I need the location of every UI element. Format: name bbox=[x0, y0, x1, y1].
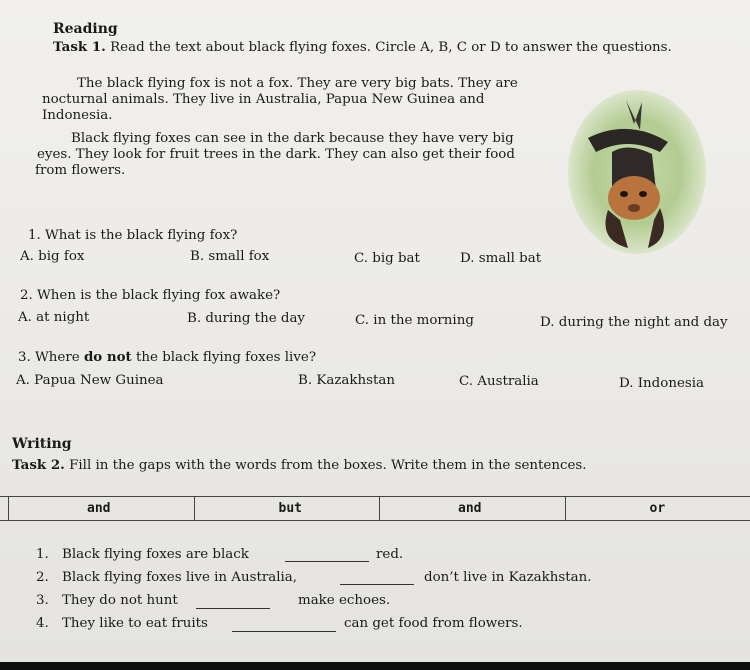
sentence-1-end: red. bbox=[376, 547, 404, 562]
sentence-3-start: They do not hunt bbox=[62, 593, 178, 608]
sentence-1-blank[interactable] bbox=[285, 561, 369, 562]
sentence-4-blank[interactable] bbox=[232, 631, 336, 632]
task2-instruction bbox=[12, 458, 587, 473]
word-box-4 bbox=[565, 497, 750, 520]
reading-heading: Reading bbox=[53, 21, 118, 37]
q3-option-d[interactable]: D. Indonesia bbox=[619, 376, 705, 391]
flying-fox-illustration bbox=[568, 90, 706, 254]
word-box-1 bbox=[8, 497, 194, 520]
q1-option-a[interactable]: A. big fox bbox=[20, 249, 85, 264]
question-1: 1. What is the black flying fox? bbox=[28, 228, 238, 243]
q2-option-b[interactable]: B. during the day bbox=[187, 311, 305, 326]
word-boxes bbox=[0, 496, 750, 521]
q1-option-b[interactable]: B. small fox bbox=[190, 249, 270, 264]
q3-option-b[interactable]: B. Kazakhstan bbox=[298, 373, 395, 388]
passage-line-1: The black flying fox is not a fox. They are very big bats. They are bbox=[77, 76, 518, 91]
q3-prompt-end: the black flying foxes live? bbox=[136, 350, 316, 365]
word-box-2-text: but bbox=[278, 501, 302, 516]
sentence-2-number: 2. bbox=[36, 570, 49, 585]
word-box-3 bbox=[379, 497, 565, 520]
sentence-1-number: 1. bbox=[36, 547, 49, 562]
sentence-2-end: don’t live in Kazakhstan. bbox=[424, 570, 592, 585]
passage-line-6: from flowers. bbox=[35, 163, 126, 178]
q2-option-d[interactable]: D. during the night and day bbox=[540, 315, 728, 330]
word-box-1-text: and bbox=[87, 501, 111, 516]
question-2: 2. When is the black flying fox awake? bbox=[20, 288, 281, 303]
q1-option-d[interactable]: D. small bat bbox=[460, 251, 542, 266]
q3-option-c[interactable]: C. Australia bbox=[459, 374, 539, 389]
sentence-4-start: They like to eat fruits bbox=[62, 616, 208, 631]
sentence-2-blank[interactable] bbox=[340, 584, 414, 585]
writing-heading: Writing bbox=[12, 436, 72, 452]
sentence-4-end: can get food from flowers. bbox=[344, 616, 523, 631]
q1-option-c[interactable]: C. big bat bbox=[354, 251, 420, 266]
passage-line-2: nocturnal animals. They live in Australia, Papua New Guinea and bbox=[42, 92, 485, 107]
black-flying-fox-photo bbox=[568, 90, 706, 254]
word-box-4-text: or bbox=[649, 501, 666, 516]
q2-option-a[interactable]: A. at night bbox=[18, 310, 90, 325]
word-box-3-text: and bbox=[458, 501, 482, 516]
task1-text: Read the text about black flying foxes. Circle A, B, C or D to answer the questions. bbox=[110, 40, 672, 55]
q3-prompt-emphasis: do not bbox=[83, 349, 132, 365]
question-3 bbox=[18, 350, 316, 365]
task2-text: Fill in the gaps with the words from the boxes. Write them in the sentences. bbox=[69, 458, 587, 473]
passage-line-4: Black flying foxes can see in the dark because they have very big bbox=[71, 131, 514, 146]
q3-option-a[interactable]: A. Papua New Guinea bbox=[16, 373, 164, 388]
sentence-3-blank[interactable] bbox=[196, 608, 270, 609]
sentence-3-number: 3. bbox=[36, 593, 49, 608]
task1-instruction bbox=[53, 40, 672, 55]
task2-label: Task 2. bbox=[12, 457, 65, 473]
passage-line-3: Indonesia. bbox=[42, 108, 113, 123]
task1-label: Task 1. bbox=[53, 39, 106, 55]
sentence-3-end: make echoes. bbox=[298, 593, 391, 608]
q2-option-c[interactable]: C. in the morning bbox=[355, 313, 474, 328]
q3-prompt-start: 3. Where bbox=[18, 350, 80, 365]
sentence-2-start: Black flying foxes live in Australia, bbox=[62, 570, 298, 585]
sentence-4-number: 4. bbox=[36, 616, 49, 631]
page-bottom-edge bbox=[0, 662, 750, 670]
word-box-2 bbox=[194, 497, 380, 520]
sentence-1-start: Black flying foxes are black bbox=[62, 547, 249, 562]
passage-line-5: eyes. They look for fruit trees in the dark. They can also get their food bbox=[37, 147, 515, 162]
